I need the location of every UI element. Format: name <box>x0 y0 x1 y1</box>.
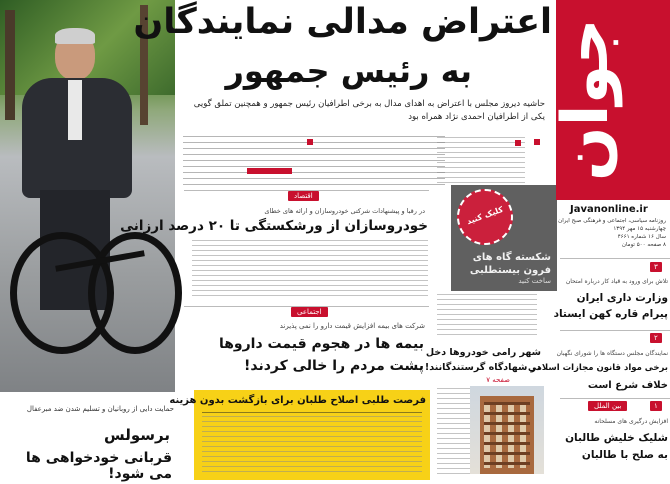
mid-column-body <box>437 294 537 339</box>
masthead-meta-3: سال ۱۶ شماره ۴۶۶۱ <box>617 234 666 240</box>
yellow-box-body <box>202 416 422 476</box>
lead-body-columns <box>183 136 445 186</box>
story-kicker: در رقبا و پیشنهادات شرکتی خودروسازان و ارائه های خطای <box>264 207 425 215</box>
right-num-2: ۲ <box>650 333 662 343</box>
mid-column-body-top <box>437 137 525 187</box>
yellow-box <box>169 390 430 480</box>
right-headline-3-line2[interactable]: به صلح با طالبان <box>581 449 668 461</box>
mid-story-headline-2[interactable]: در شهادگاه گرستندگانند! <box>424 362 541 373</box>
story-body-cars <box>192 240 428 300</box>
lead-photo <box>0 0 175 392</box>
masthead-meta-1: روزنامه سیاسی، اجتماعی و فرهنگی صبح ایران <box>558 218 666 224</box>
lead-headline-line2[interactable]: به رئیس جمهور <box>225 52 472 90</box>
right-kicker-3: افزایش درگیری های مسلحانه <box>594 418 668 425</box>
masthead-logo[interactable] <box>549 0 670 200</box>
red-bullet <box>247 168 292 174</box>
overlay-sub: ساخت کنید <box>518 277 551 285</box>
red-bullet-small-2 <box>307 139 313 145</box>
yellow-box-headline[interactable]: فرصت طلبی اصلاح طلبان برای بازگشت بدون هزینه <box>169 395 426 406</box>
photo-caption-kicker: حمایت دایی از روبانیان و تسلیم شدن ضد مبرعفال <box>26 405 174 413</box>
site-url[interactable]: Javanonline.ir <box>570 204 648 215</box>
right-section-international: بین الملل <box>588 401 627 411</box>
photo-caption-headline-2[interactable]: قربانی خودخواهی ها می شود! <box>25 450 172 482</box>
photo-caption-headline[interactable]: برسولس <box>104 426 170 444</box>
building-photo <box>470 386 544 474</box>
story-tag-social: اجتماعی <box>291 307 328 317</box>
right-headline-1[interactable]: وزارت داری ایران <box>576 292 668 304</box>
stamp-badge[interactable] <box>457 189 513 245</box>
mid-bullet <box>515 140 521 146</box>
story-kicker-insurance: شرکت های بیمه افزایش قیمت دارو را نمی پذیرند <box>279 322 425 330</box>
right-headline-1-line2[interactable]: پیرام قاره کهن ایستاد <box>553 308 668 320</box>
right-num-1: ۱ <box>650 401 662 411</box>
lead-summary: حاشیه دیروز مجلس با اعتراض به اهدای مدال به برخی اطرافیان رئیس جمهور و همچنین تملق گویی یکی از اطرافیان احمدی نژاد همراه بود <box>193 99 545 122</box>
right-kicker-1: تلاش برای ورود به قیاد کار درباره امتحان <box>565 278 668 285</box>
overlay-headline[interactable]: شکسته گاه های فرون بیستطلبی <box>469 252 551 276</box>
story-headline-insurance[interactable]: بیمه ها در هجوم قیمت داروها <box>218 336 424 352</box>
right-headline-2[interactable]: برخی مواد قانون مجازات اسلامی <box>528 363 668 373</box>
masthead-meta-2: چهارشنبه ۱۵ مهر ۱۳۹۴ <box>613 226 666 232</box>
right-headline-2-line2[interactable]: خلاف شرع است <box>587 380 668 391</box>
right-kicker-2: نمایندگان مجلس دستگاه ها را شورای نگهبان <box>556 350 668 357</box>
stamp-text: کلیک کنید <box>465 204 505 227</box>
logo-text: جوان <box>549 18 623 182</box>
story-headline-cars[interactable]: خودروسازان از ورشکستگی تا ۲۰ درصد ارزانی <box>120 218 428 234</box>
story-tag-economy: اقتصاد <box>288 191 319 201</box>
right-num-3: ۳ <box>650 262 662 272</box>
mid-story-headline[interactable]: شهر رامی خودروها دخل <box>425 347 541 358</box>
right-headline-3[interactable]: شلیک خلیش طالبان <box>565 432 668 444</box>
lead-headline[interactable]: اعتراض مدالی نمایندگان <box>133 2 552 42</box>
red-bullet-small <box>534 139 540 145</box>
overlay-panel[interactable] <box>451 185 557 291</box>
story-headline-insurance-2[interactable]: پشت مردم را خالی کردند! <box>243 358 424 374</box>
mid-story-page-ref: صفحه ۷ <box>486 376 510 384</box>
masthead-meta-4: ۸ صفحه ۵۰۰ تومان <box>621 242 666 248</box>
